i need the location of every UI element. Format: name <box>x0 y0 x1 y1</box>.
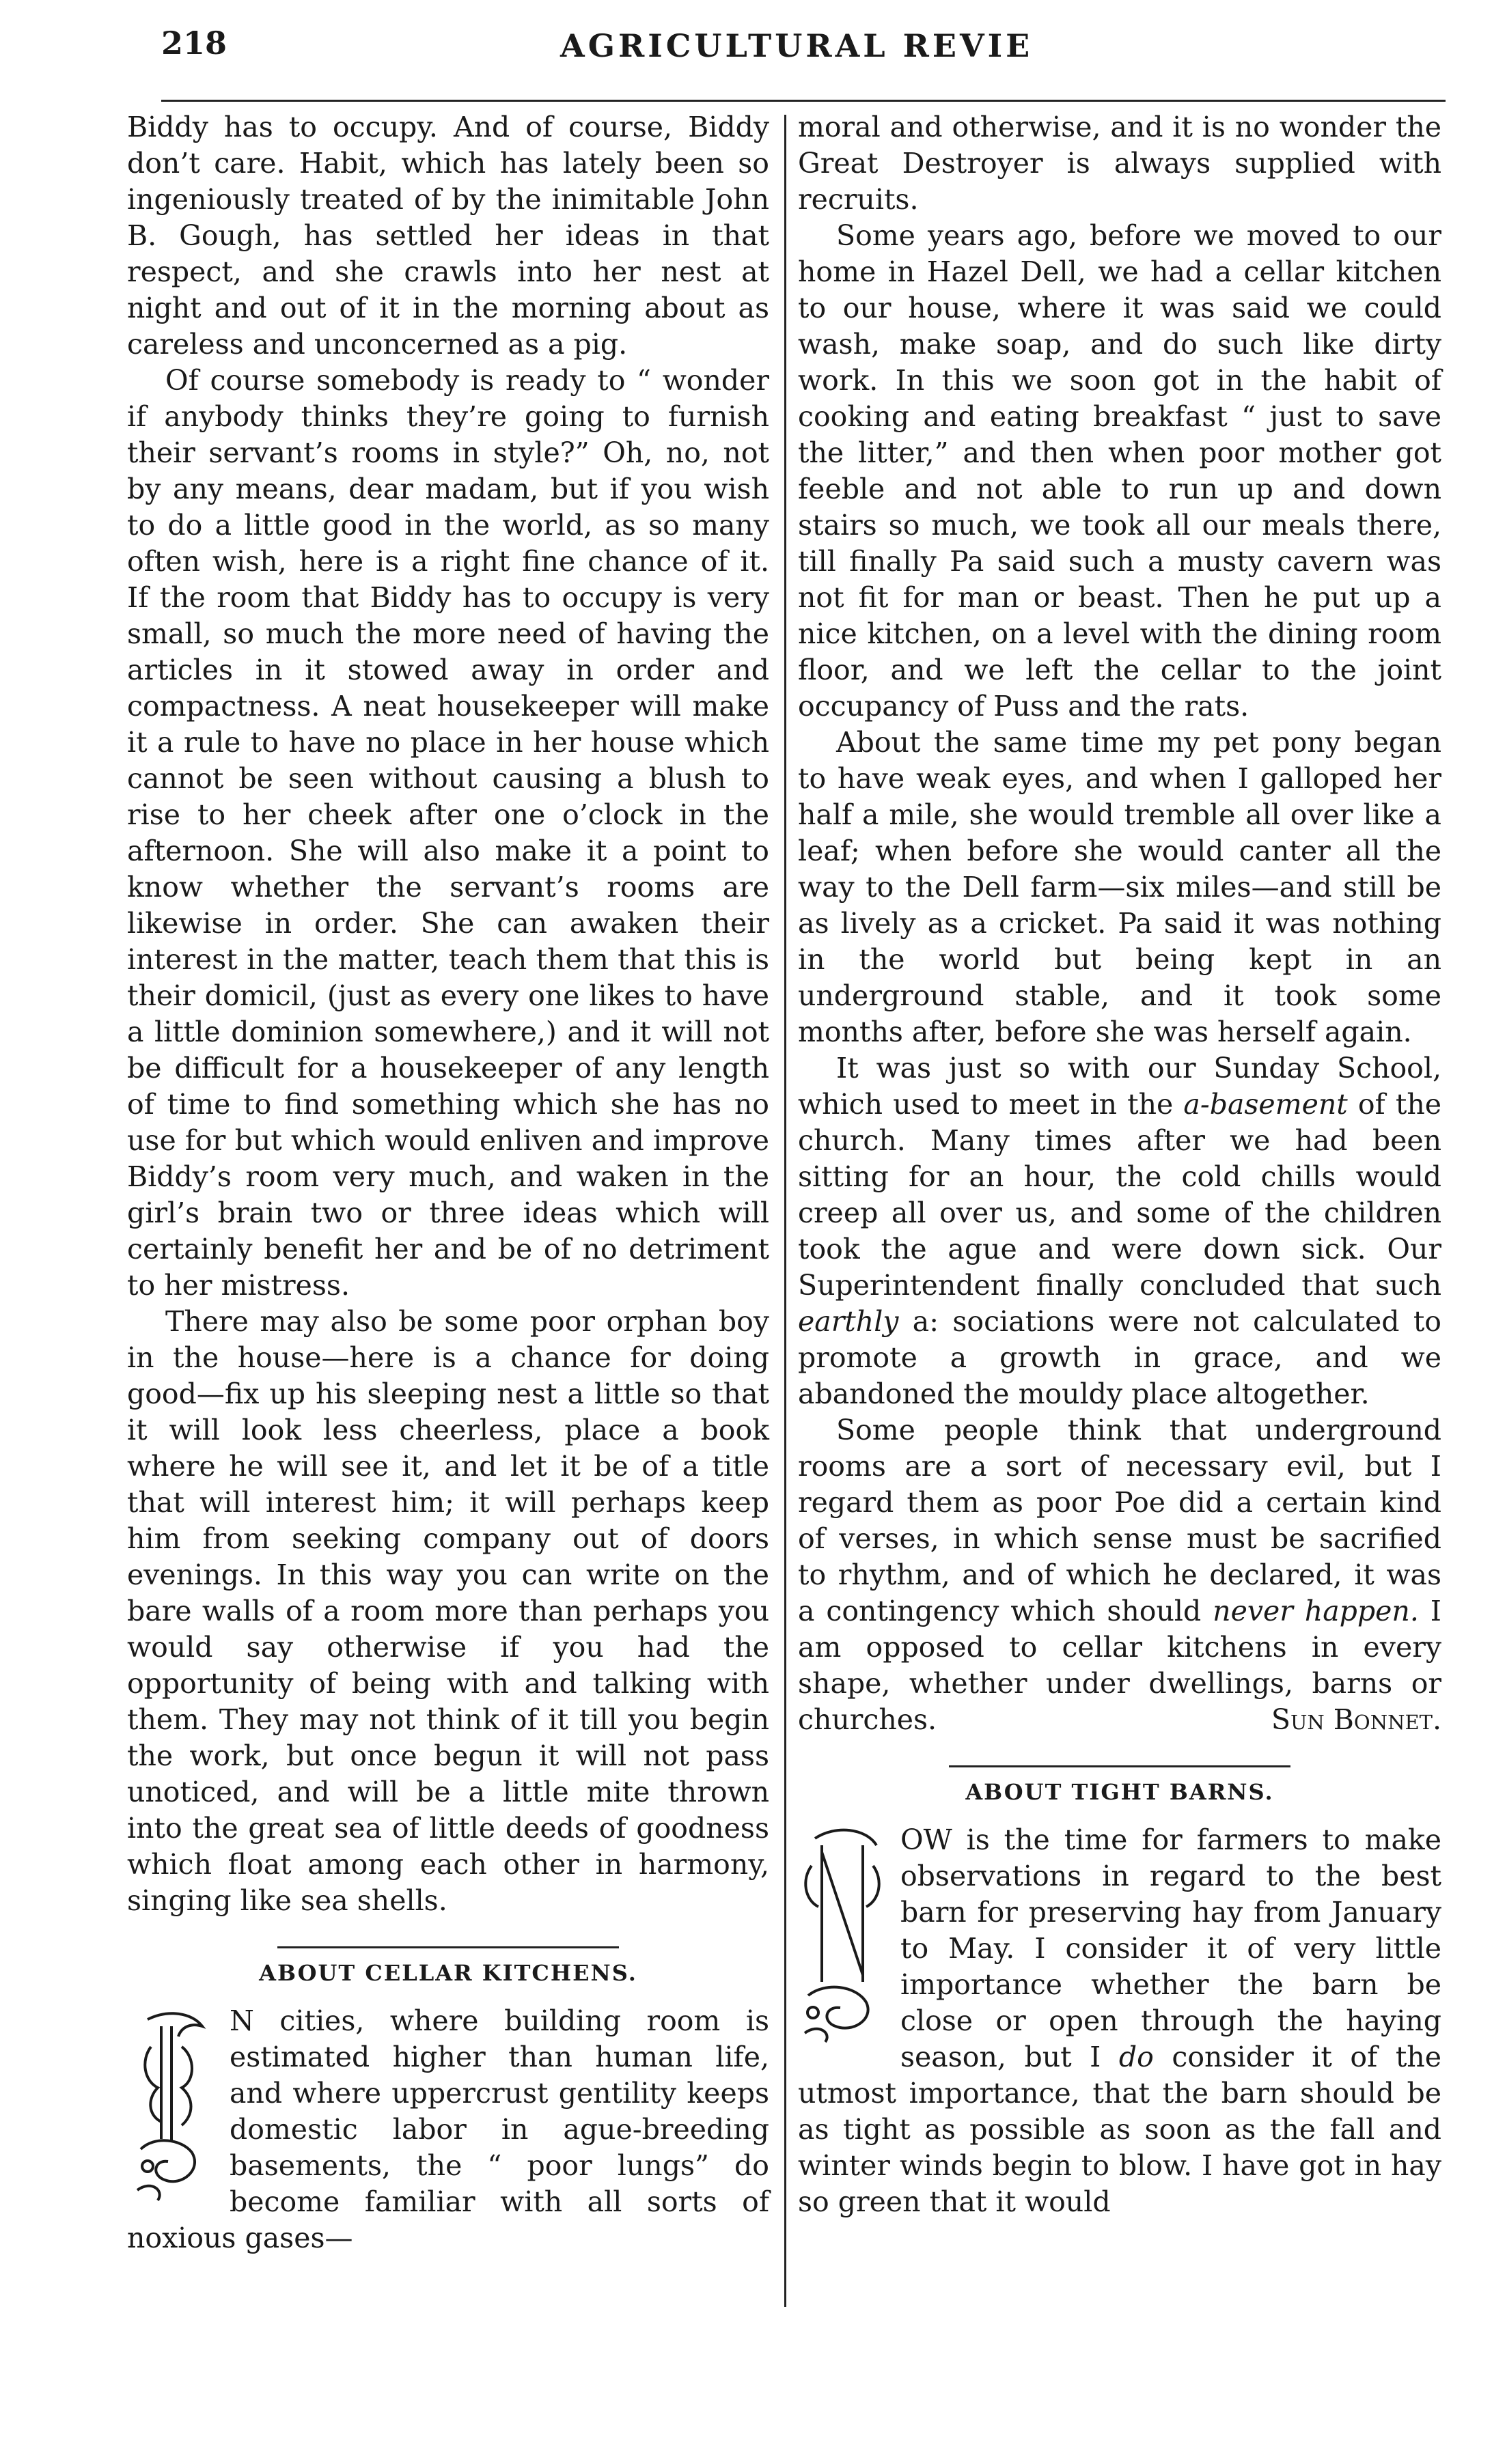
paragraph: Some years ago, before we moved to our home in Hazel Dell, we had a cellar kitchen to our house, where it was said we could wash, make soap, and do such like dirty work. In this we soon got in the habit of cooking and eating breakfast “ just to save the litter,” and then when poor mother got feeble and not able to run up and down stairs so much, we took all our meals there, till finally Pa said such a musty cavern was not fit for man or beast. Then he put up a nice kitchen, on a level with the dining room floor, and we left the cellar to the joint occupancy of Puss and the rats. <box>798 219 1441 723</box>
ornamental-initial-n-icon <box>798 1825 887 2043</box>
emphasis: a-basement <box>1183 1088 1348 1121</box>
paragraph: Biddy has to occupy. And of course, Biddy don’t care. Habit, which has lately been so ingeniously treated of by the inimitable John B. Gough, has settled her ideas in that respect, and she crawls into her nest at night and out of it in the morning about as careless and unconcerned as a pig. <box>127 111 769 361</box>
text-run: of the church. Many times after we had been sitting for an hour, the cold chills would creep all over us, and some of the children took the ague and were down sick. Our Superintendent finally concluded that such <box>798 1088 1441 1302</box>
paragraph: N cities, where building room is estimated higher than human life, and where uppercrust gentility keeps domestic labor in ague-breeding basements, the “ poor lungs” do become familiar with all sorts of noxious gases— <box>127 2004 769 2254</box>
page-number: 218 <box>161 25 227 61</box>
ornamental-initial-i-icon <box>127 2006 216 2204</box>
column-divider <box>784 115 786 2307</box>
left-column <box>127 109 769 2256</box>
text-run: I am opposed to cellar kitchens in every shape, whether under dwellings, barns or churches. <box>798 1595 1441 1736</box>
text-run: a: sociations were not calculated to promote a growth in grace, and we abandoned the mouldy place altogether. <box>798 1305 1441 1410</box>
dropcap-paragraph <box>798 1822 1441 2220</box>
signature: Sun Bonnet. <box>1271 1703 1441 1736</box>
paragraph <box>798 1822 1441 2220</box>
section-rule <box>949 1765 1290 1767</box>
text-run: Some people think that underground rooms are a sort of necessary evil, but I regard them as poor Poe did a certain kind of verses, in which sense must be sacrified to rhythm, and of which he declared, it was a contingency which should <box>798 1414 1441 1627</box>
paragraph <box>798 1050 1441 1412</box>
paragraph: moral and otherwise, and it is no wonder the Great Destroyer is always supplied with recruits. <box>798 111 1441 216</box>
dropcap-paragraph <box>127 2003 769 2256</box>
paragraph: Of course somebody is ready to “ wonder if anybody thinks they’re going to furnish their servant’s rooms in style?” Oh, no, not by any means, dear madam, but if you wish to do a little good in the world, as so many often wish, here is a right fine chance of it. If the room that Biddy has to occupy is very small, so much the more need of having the articles in it stowed away in order and compactness. A neat housekeeper will make it a rule to have no place in her house which cannot be seen without causing a blush to rise to her cheek after one o’clock in the afternoon. She will also make it a point to know whether the servant’s rooms are likewise in order. She can awaken their interest in the matter, teach them that this is their domicil, (just as every one likes to have a little dominion somewhere,) and it will not be difficult for a housekeeper of any length of time to find something which she has no use for but which would enliven and improve Biddy’s room very much, and waken in the girl’s brain two or three ideas which will certainly benefit her and be of no detriment to her mistress. <box>127 364 769 1302</box>
section-title: ABOUT TIGHT BARNS. <box>965 1779 1274 1805</box>
paragraph: About the same time my pet pony began to have weak eyes, and when I galloped her half a mile, she would tremble all over like a leaf; when before she would canter all the way to the Dell farm—six miles—and still be as lively as a cricket. Pa said it was nothing in the world but being kept in an underground stable, and it took some months after, before she was herself again. <box>798 726 1441 1048</box>
section-title: ABOUT CELLAR KITCHENS. <box>259 1960 637 1986</box>
right-column <box>798 109 1441 2220</box>
paragraph <box>798 1412 1441 1738</box>
header-rule <box>161 100 1446 102</box>
emphasis: earthly <box>798 1305 899 1338</box>
emphasis: never happen. <box>1213 1595 1419 1627</box>
emphasis: do <box>1118 2041 1154 2073</box>
text-run: consider it of the utmost importance, that the barn should be as tight as possible as soon as the fall and winter winds begin to blow. I have got in hay so green that it would <box>798 2041 1441 2218</box>
text-run: It was just so with our Sunday School, which used to meet in the <box>798 1052 1441 1121</box>
paragraph: There may also be some poor orphan boy in the house—here is a chance for doing good—fix up his sleeping nest a little so that it will look less cheerless, place a book where he will see it, and let it be of a title that will interest him; it will perhaps keep him from seeking company out of doors evenings. In this way you can write on the bare walls of a room more than perhaps you would say otherwise if you had the opportunity of being with and talking with them. They may not think of it till you begin the work, but once begun it will not pass unoticed, and will be a little mite thrown into the great sea of little deeds of goodness which float among each other in harmony, singing like sea shells. <box>127 1305 769 1917</box>
text-run: OW is the time for farmers to make observations in regard to the best barn for preserving hay from January to May. I consider it of very little importance whether the barn be close or open through the haying season, but I <box>900 1823 1441 2073</box>
running-head: AGRICULTURAL REVIE <box>560 27 1034 64</box>
section-rule <box>277 1946 619 1948</box>
